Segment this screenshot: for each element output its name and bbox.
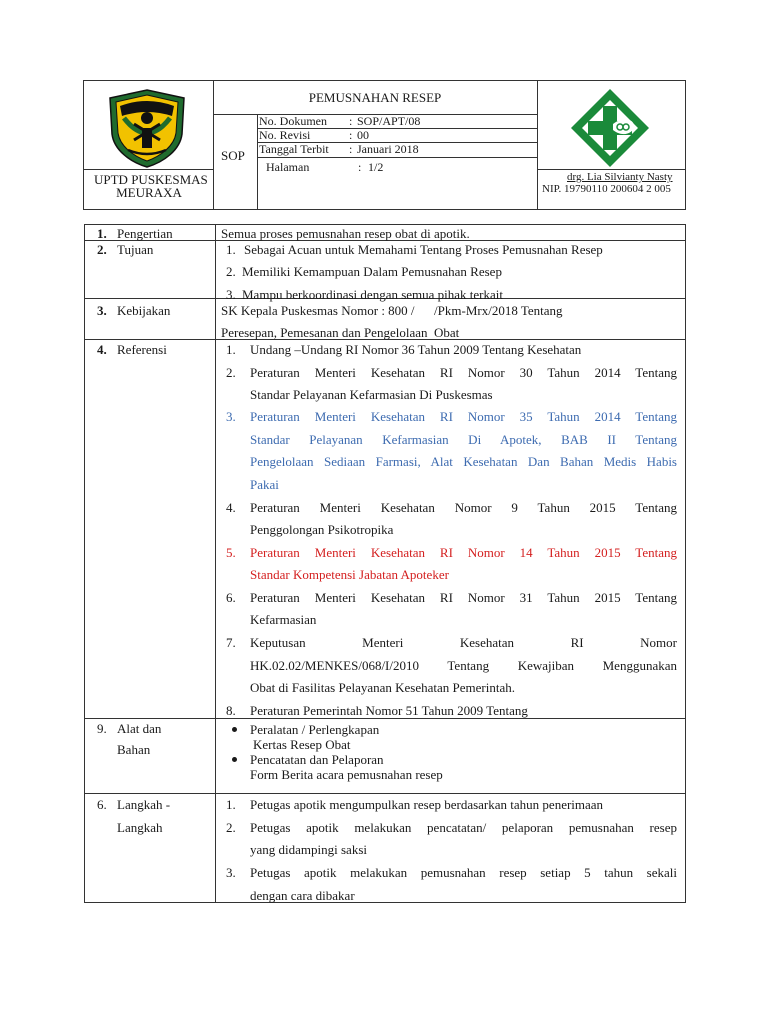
list-number: 3.: [226, 865, 236, 880]
puskesmas-emblem-icon: [104, 88, 190, 168]
list-number: 3.: [226, 287, 236, 302]
row-number: 4.: [97, 342, 107, 357]
list-item: Standar Pelayanan Kefarmasian Di Puskesmas: [250, 387, 493, 402]
bullet-subitem: Form Berita acara pemusnahan resep: [250, 767, 443, 782]
list-item: Mampu berkoordinasi dengan semua pihak terkait: [242, 287, 504, 302]
doc-field-value: SOP/APT/08: [357, 114, 421, 128]
list-item: Petugas apotik melakukan pemusnahan resep setiap 5 tahun sekali: [250, 865, 677, 880]
bullet-item: Pencatatan dan Pelaporan: [250, 752, 384, 767]
org-name-line2: MEURAXA: [116, 185, 182, 200]
list-number: 2.: [226, 820, 236, 835]
signer-nip: NIP. 19790110 200604 2 005: [542, 183, 671, 195]
list-item: Penggolongan Psikotropika: [250, 522, 394, 537]
doc-field-value: 1/2: [368, 160, 384, 174]
row-label: Tujuan: [117, 242, 154, 257]
list-item: Peraturan Menteri Kesehatan RI Nomor 31 Tahun 2015 Tentang: [250, 590, 677, 605]
list-item: Peraturan Menteri Kesehatan RI Nomor 35 Tahun 2014 Tentang: [250, 409, 677, 424]
bullet-subitem: Kertas Resep Obat: [253, 737, 351, 752]
list-number: 1.: [226, 242, 236, 257]
doc-field-sep: :: [358, 160, 362, 174]
list-item: Keputusan Menteri Kesehatan RI Nomor: [250, 635, 677, 650]
list-number: 4.: [226, 500, 236, 515]
row-number: 9.: [97, 721, 107, 736]
list-number: 3.: [226, 409, 236, 424]
list-number: 8.: [226, 703, 236, 718]
signer-name: drg. Lia Silvianty Nasty: [567, 171, 673, 183]
list-number: 7.: [226, 635, 236, 650]
list-item: Peraturan Menteri Kesehatan RI Nomor 14 Tahun 2015 Tentang: [250, 545, 677, 560]
doc-field-sep: :: [349, 142, 353, 156]
list-item: HK.02.02/MENKES/068/I/2010 Tentang Kewajiban Menggunakan: [250, 658, 677, 673]
list-number: 2.: [226, 264, 236, 279]
list-number: 1.: [226, 797, 236, 812]
list-item: Peraturan Pemerintah Nomor 51 Tahun 2009 Tentang: [250, 703, 528, 718]
list-item: Pengelolaan Sediaan Farmasi, Alat Kesehatan Dan Bahan Medis Habis: [250, 454, 677, 469]
row-label: Alat dan: [117, 721, 162, 736]
bullet-item: Peralatan / Perlengkapan: [250, 722, 380, 737]
list-item: Peraturan Menteri Kesehatan RI Nomor 30 Tahun 2014 Tentang: [250, 365, 677, 380]
row-label: Referensi: [117, 342, 167, 357]
bullet-icon: [232, 757, 237, 762]
row-number: 6.: [97, 797, 107, 812]
list-item: Sebagai Acuan untuk Memahami Tentang Proses Pemusnahan Resep: [244, 242, 603, 257]
list-number: 2.: [226, 365, 236, 380]
list-item: Obat di Fasilitas Pelayanan Kesehatan Pemerintah.: [250, 680, 515, 695]
list-number: 1.: [226, 342, 236, 357]
list-item: yang didampingi saksi: [250, 842, 367, 857]
row-number: 2.: [97, 242, 107, 257]
bullet-icon: [232, 727, 237, 732]
list-item: Standar Pelayanan Kefarmasian Di Apotek, BAB II Tentang: [250, 432, 677, 447]
doc-field-label: No. Revisi: [259, 128, 311, 142]
list-item: Undang –Undang RI Nomor 36 Tahun 2009 Tentang Kesehatan: [250, 342, 582, 357]
doc-field-sep: :: [349, 114, 353, 128]
row-label: Kebijakan: [117, 303, 171, 318]
doc-field-value: Januari 2018: [357, 142, 419, 156]
list-item: Pakai: [250, 477, 279, 492]
row-label: Langkah: [117, 820, 163, 835]
org-name-line1: UPTD PUSKESMAS: [94, 172, 208, 187]
doc-field-value: 00: [357, 128, 369, 142]
kebijakan-line2: Peresepan, Pemesanan dan Pengelolaan Obat: [221, 325, 460, 340]
row-number: 3.: [97, 303, 107, 318]
list-number: 6.: [226, 590, 236, 605]
list-item: Petugas apotik melakukan pencatatan/ pelaporan pemusnahan resep: [250, 820, 677, 835]
row-label: Langkah -: [117, 797, 171, 812]
row-label: Bahan: [117, 742, 151, 757]
kebijakan-line1: SK Kepala Puskesmas Nomor : 800 / /Pkm-Mrx/2018 Tentang: [221, 303, 563, 318]
sop-label: SOP: [221, 148, 245, 163]
list-item: Kefarmasian: [250, 612, 317, 627]
doc-field-label: Halaman: [266, 160, 310, 174]
list-item: Memiliki Kemampuan Dalam Pemusnahan Resep: [242, 264, 502, 279]
doc-field-label: No. Dokumen: [259, 114, 327, 128]
pengertian-text: Semua proses pemusnahan resep obat di apotik.: [221, 226, 470, 241]
list-item: Standar Kompetensi Jabatan Apoteker: [250, 567, 449, 582]
doc-field-label: Tanggal Terbit: [259, 142, 329, 156]
list-number: 5.: [226, 545, 236, 560]
row-label: Pengertian: [117, 226, 173, 241]
row-number: 1.: [97, 226, 107, 241]
puskesmas-logo-icon: [568, 86, 652, 170]
doc-field-sep: :: [349, 128, 353, 142]
document-title: PEMUSNAHAN RESEP: [308, 90, 442, 105]
list-item: dengan cara dibakar: [250, 888, 355, 903]
list-item: Petugas apotik mengumpulkan resep berdasarkan tahun penerimaan: [250, 797, 604, 812]
list-item: Peraturan Menteri Kesehatan Nomor 9 Tahun 2015 Tentang: [250, 500, 677, 515]
